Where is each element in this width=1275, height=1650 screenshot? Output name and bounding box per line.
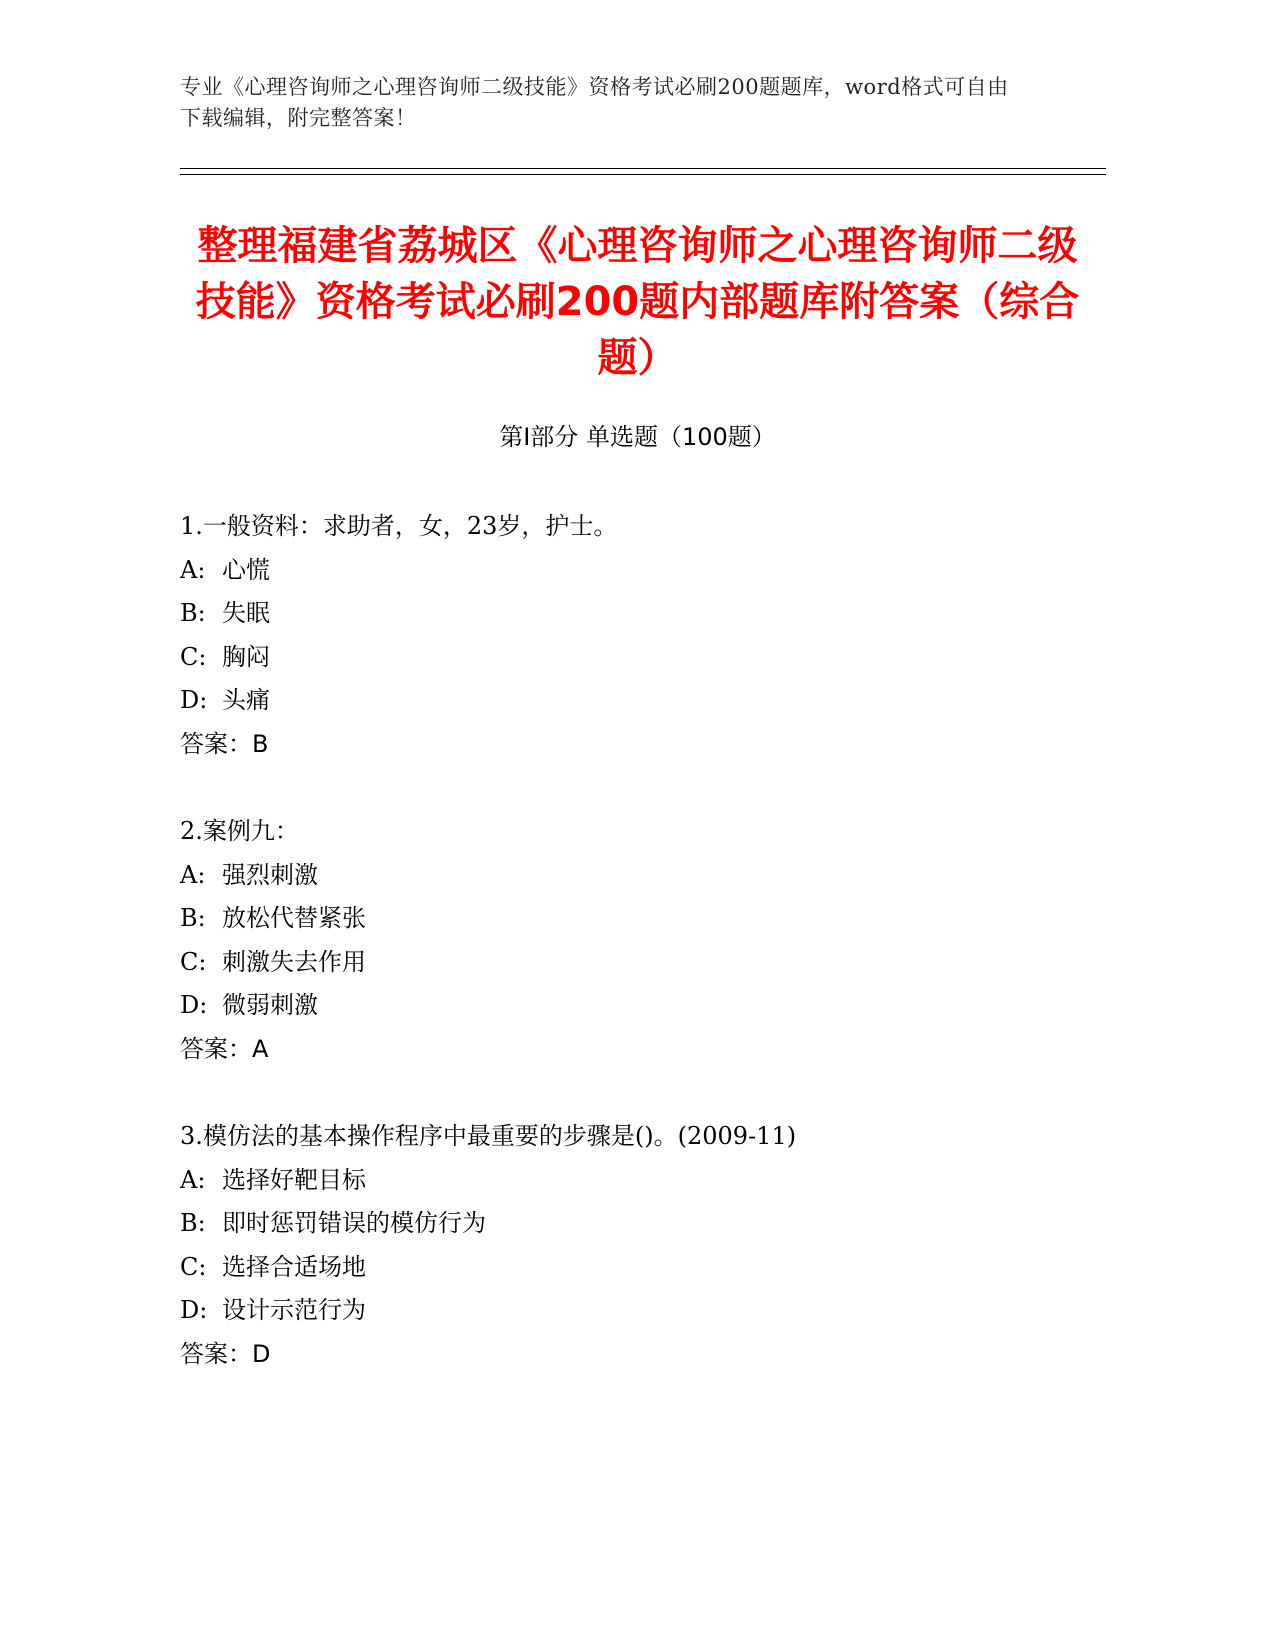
question-stem: 3.模仿法的基本操作程序中最重要的步骤是()。(2009-11): [180, 1122, 797, 1150]
option-letter: C:: [180, 1252, 207, 1281]
option-text: 微弱刺激: [222, 991, 318, 1020]
option-d: [180, 1294, 1080, 1338]
header-divider-line: [180, 174, 1106, 175]
question-2: [180, 815, 1080, 1077]
option-text: 设计示范行为: [222, 1296, 366, 1325]
option-d: [180, 684, 1080, 728]
option-letter: B:: [180, 1209, 206, 1238]
option-text: 心慌: [222, 555, 270, 584]
option-text: 刺激失去作用: [222, 947, 366, 976]
option-d: [180, 989, 1080, 1033]
answer-line: [180, 728, 1080, 772]
option-letter: A:: [180, 555, 206, 584]
answer-label: 答案：: [180, 729, 252, 758]
option-a: [180, 859, 1080, 903]
answer-line: [180, 1338, 1080, 1382]
header-note: 专业《心理咨询师之心理咨询师二级技能》资格考试必刷200题题库，word格式可自由下载编辑，附完整答案！: [180, 75, 1009, 130]
option-text: 选择合适场地: [222, 1252, 366, 1281]
option-text: 选择好靶目标: [222, 1165, 366, 1194]
option-letter: C:: [180, 947, 207, 976]
question-stem: 2.案例九：: [180, 817, 299, 845]
answer-line: [180, 1033, 1080, 1077]
option-text: 胸闷: [222, 642, 270, 671]
option-c: [180, 641, 1080, 685]
option-letter: B:: [180, 904, 206, 933]
answer-value: B: [252, 729, 269, 758]
option-letter: B:: [180, 599, 206, 628]
option-c: [180, 946, 1080, 990]
option-b: [180, 597, 1080, 641]
header-divider-line: [180, 168, 1106, 169]
section-heading: 第Ⅰ部分 单选题（100题）: [499, 423, 776, 451]
answer-label: 答案：: [180, 1339, 252, 1368]
option-text: 即时惩罚错误的模仿行为: [222, 1209, 486, 1238]
option-text: 放松代替紧张: [222, 904, 366, 933]
option-letter: D:: [180, 991, 208, 1020]
question-stem: 1.一般资料：求助者，女，23岁，护士。: [180, 512, 618, 540]
option-c: [180, 1251, 1080, 1295]
option-a: [180, 1164, 1080, 1208]
option-b: [180, 902, 1080, 946]
document-title: 整理福建省荔城区《心理咨询师之心理咨询师二级技能》资格考试必刷200题内部题库附答案（综合题）: [195, 223, 1080, 381]
option-letter: D:: [180, 1296, 208, 1325]
answer-value: A: [252, 1034, 269, 1063]
option-letter: D:: [180, 686, 208, 715]
option-letter: A:: [180, 1165, 206, 1194]
answer-label: 答案：: [180, 1034, 252, 1063]
question-3: [180, 1120, 1080, 1382]
option-letter: C:: [180, 642, 207, 671]
option-text: 失眠: [222, 599, 270, 628]
option-a: [180, 554, 1080, 598]
question-1: [180, 510, 1080, 772]
option-b: [180, 1207, 1080, 1251]
option-text: 强烈刺激: [222, 860, 318, 889]
option-letter: A:: [180, 860, 206, 889]
option-text: 头痛: [222, 686, 270, 715]
answer-value: D: [252, 1339, 271, 1368]
